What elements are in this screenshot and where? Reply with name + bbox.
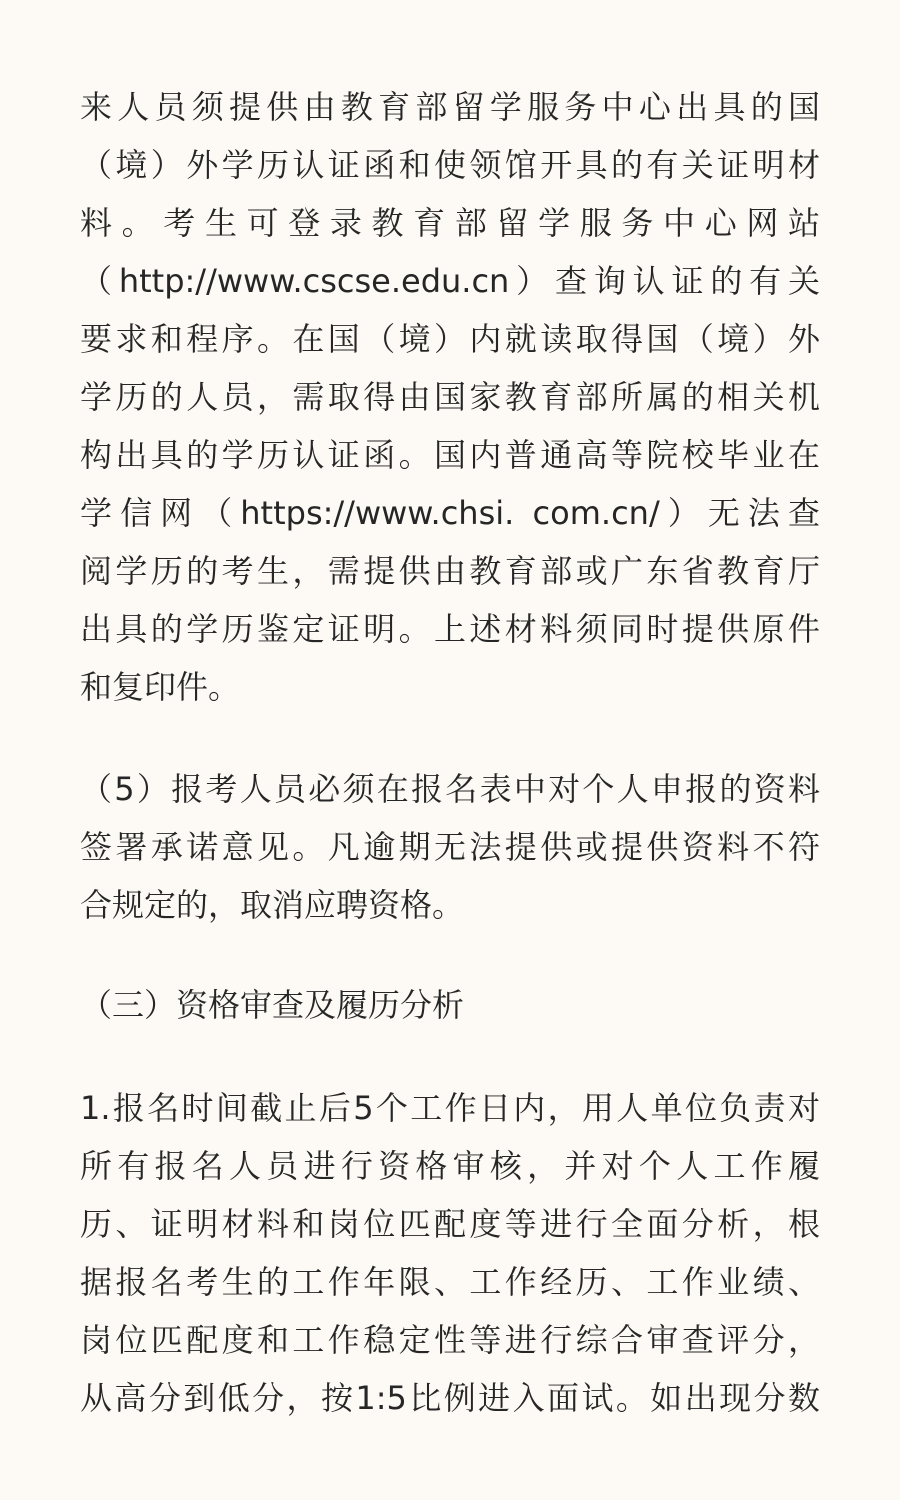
text-line: 据报名考生的工作年限、工作经历、工作业绩、: [80, 1263, 820, 1301]
section-heading: （三）资格审查及履历分析: [80, 986, 465, 1024]
text-line: 所有报名人员进行资格审核，并对个人工作履: [80, 1147, 820, 1185]
text-line: （境）外学历认证函和使领馆开具的有关证明材: [80, 146, 820, 184]
text-line: 料。考生可登录教育部留学服务中心网站: [80, 204, 820, 242]
text-line: 学信网（https://www.chsi. com.cn/）无法查: [80, 494, 820, 532]
text-line: 从高分到低分，按1:5比例进入面试。如出现分数: [80, 1379, 820, 1417]
text-line: 构出具的学历认证函。国内普通高等院校毕业在: [80, 436, 820, 474]
text-line: 阅学历的考生，需提供由教育部或广东省教育厅: [80, 552, 820, 590]
text-line: 出具的学历鉴定证明。上述材料须同时提供原件: [80, 610, 820, 648]
text-line: 岗位匹配度和工作稳定性等进行综合审查评分，: [80, 1321, 820, 1359]
text-line: 和复印件。: [80, 668, 241, 706]
text-line: 签署承诺意见。凡逾期无法提供或提供资料不符: [80, 828, 820, 866]
text-line: 要求和程序。在国（境）内就读取得国（境）外: [80, 320, 820, 358]
text-line: 学历的人员，需取得由国家教育部所属的相关机: [80, 378, 820, 416]
text-line: 1.报名时间截止后5个工作日内，用人单位负责对: [80, 1089, 820, 1127]
text-line: （5）报考人员必须在报名表中对个人申报的资料: [80, 770, 820, 808]
text-line: 历、证明材料和岗位匹配度等进行全面分析，根: [80, 1205, 820, 1243]
text-line: 来人员须提供由教育部留学服务中心出具的国: [80, 88, 820, 126]
text-line: 合规定的，取消应聘资格。: [80, 886, 465, 924]
text-line: （http://www.cscse.edu.cn）查询认证的有关: [80, 262, 820, 300]
